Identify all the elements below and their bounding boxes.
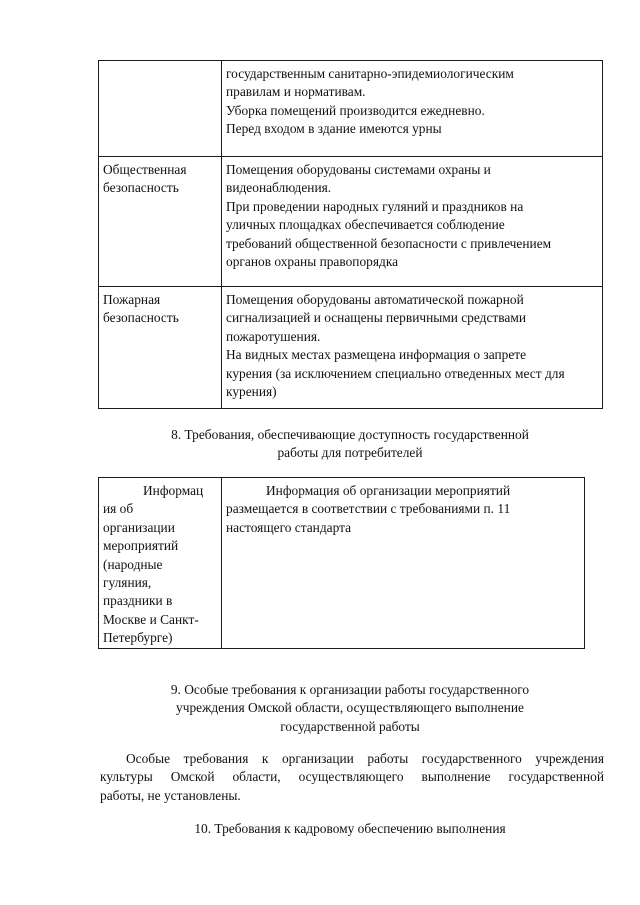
table-cell-label bbox=[99, 478, 222, 649]
heading-line: учреждения Омской области, осуществляющего выполнение bbox=[176, 700, 524, 716]
text-line: государственным санитарно-эпидемиологическим bbox=[226, 66, 514, 81]
text-line: сигнализацией и оснащены первичными средствами bbox=[226, 310, 526, 326]
heading-line: 8. Требования, обеспечивающие доступность государственной bbox=[171, 427, 529, 442]
row-label-line: (народные bbox=[103, 556, 163, 572]
row-label-line: Информац bbox=[143, 483, 204, 498]
text-line: курения) bbox=[226, 384, 277, 400]
table-row bbox=[99, 287, 603, 409]
table-cell-label bbox=[99, 287, 222, 409]
text-line: органов охраны правопорядка bbox=[226, 254, 399, 270]
paragraph-line: Особые требования к организации работы государственного учреждения bbox=[126, 751, 604, 766]
accessibility-table bbox=[98, 477, 585, 649]
text-line: правилам и нормативам. bbox=[226, 84, 366, 100]
text-line: требований общественной безопасности с привлечением bbox=[226, 235, 552, 251]
text-line: пожаротушения. bbox=[226, 328, 321, 344]
table-cell-text bbox=[222, 287, 603, 409]
table-cell-label bbox=[99, 157, 222, 287]
heading-line: государственной работы bbox=[280, 718, 420, 734]
row-label-line: мероприятий bbox=[103, 538, 179, 554]
row-label-line: безопасность bbox=[103, 180, 179, 196]
paragraph-line: культуры Омской области, осуществляющего выполнение государственной bbox=[100, 769, 604, 785]
section-8-heading bbox=[80, 426, 620, 463]
table-cell-text bbox=[222, 157, 603, 287]
section-9-heading bbox=[80, 681, 620, 736]
text-line: Уборка помещений производится ежедневно. bbox=[226, 102, 485, 118]
heading-line: 9. Особые требования к организации работы государственного bbox=[170, 682, 530, 697]
section-10-heading bbox=[80, 820, 620, 838]
text-line: курения (за исключением специально отведенных мест для bbox=[226, 365, 565, 381]
text-line: видеонаблюдения. bbox=[226, 180, 332, 196]
table-cell-label bbox=[99, 61, 222, 157]
row-label-line: Пожарная bbox=[103, 292, 161, 307]
text-line: Информация об организации мероприятий bbox=[266, 483, 511, 498]
table-row bbox=[99, 61, 603, 157]
table-row bbox=[99, 478, 585, 649]
text-line: Помещения оборудованы системами охраны и bbox=[226, 162, 491, 177]
row-label-line: организации bbox=[103, 519, 175, 535]
text-line: настоящего стандарта bbox=[226, 519, 352, 535]
text-line: размещается в соответствии с требованиями п. 11 bbox=[226, 501, 511, 517]
table-cell-text bbox=[222, 478, 585, 649]
row-label-line: Москве и Санкт- bbox=[103, 611, 199, 627]
requirements-table bbox=[98, 60, 603, 409]
text-line: При проведении народных гуляний и праздников на bbox=[226, 198, 524, 214]
text-line: Помещения оборудованы автоматической пожарной bbox=[226, 292, 524, 307]
text-line: На видных местах размещена информация о запрете bbox=[226, 347, 527, 363]
section-9-paragraph bbox=[100, 750, 604, 805]
text-line: уличных площадках обеспечивается соблюдение bbox=[226, 217, 505, 233]
row-label-line: Петербурге) bbox=[103, 630, 173, 646]
paragraph-line: работы, не установлены. bbox=[100, 787, 241, 803]
row-label-line: Общественная bbox=[103, 162, 187, 177]
text-line: Перед входом в здание имеются урны bbox=[226, 121, 442, 137]
heading-line: работы для потребителей bbox=[277, 445, 423, 461]
row-label-line: гуляния, bbox=[103, 575, 152, 591]
table-cell-text bbox=[222, 61, 603, 157]
row-label-line: праздники в bbox=[103, 593, 173, 609]
row-label-line: безопасность bbox=[103, 310, 179, 326]
row-label-line: ия об bbox=[103, 501, 134, 517]
heading-line: 10. Требования к кадровому обеспечению выполнения bbox=[194, 821, 506, 836]
table-row bbox=[99, 157, 603, 287]
